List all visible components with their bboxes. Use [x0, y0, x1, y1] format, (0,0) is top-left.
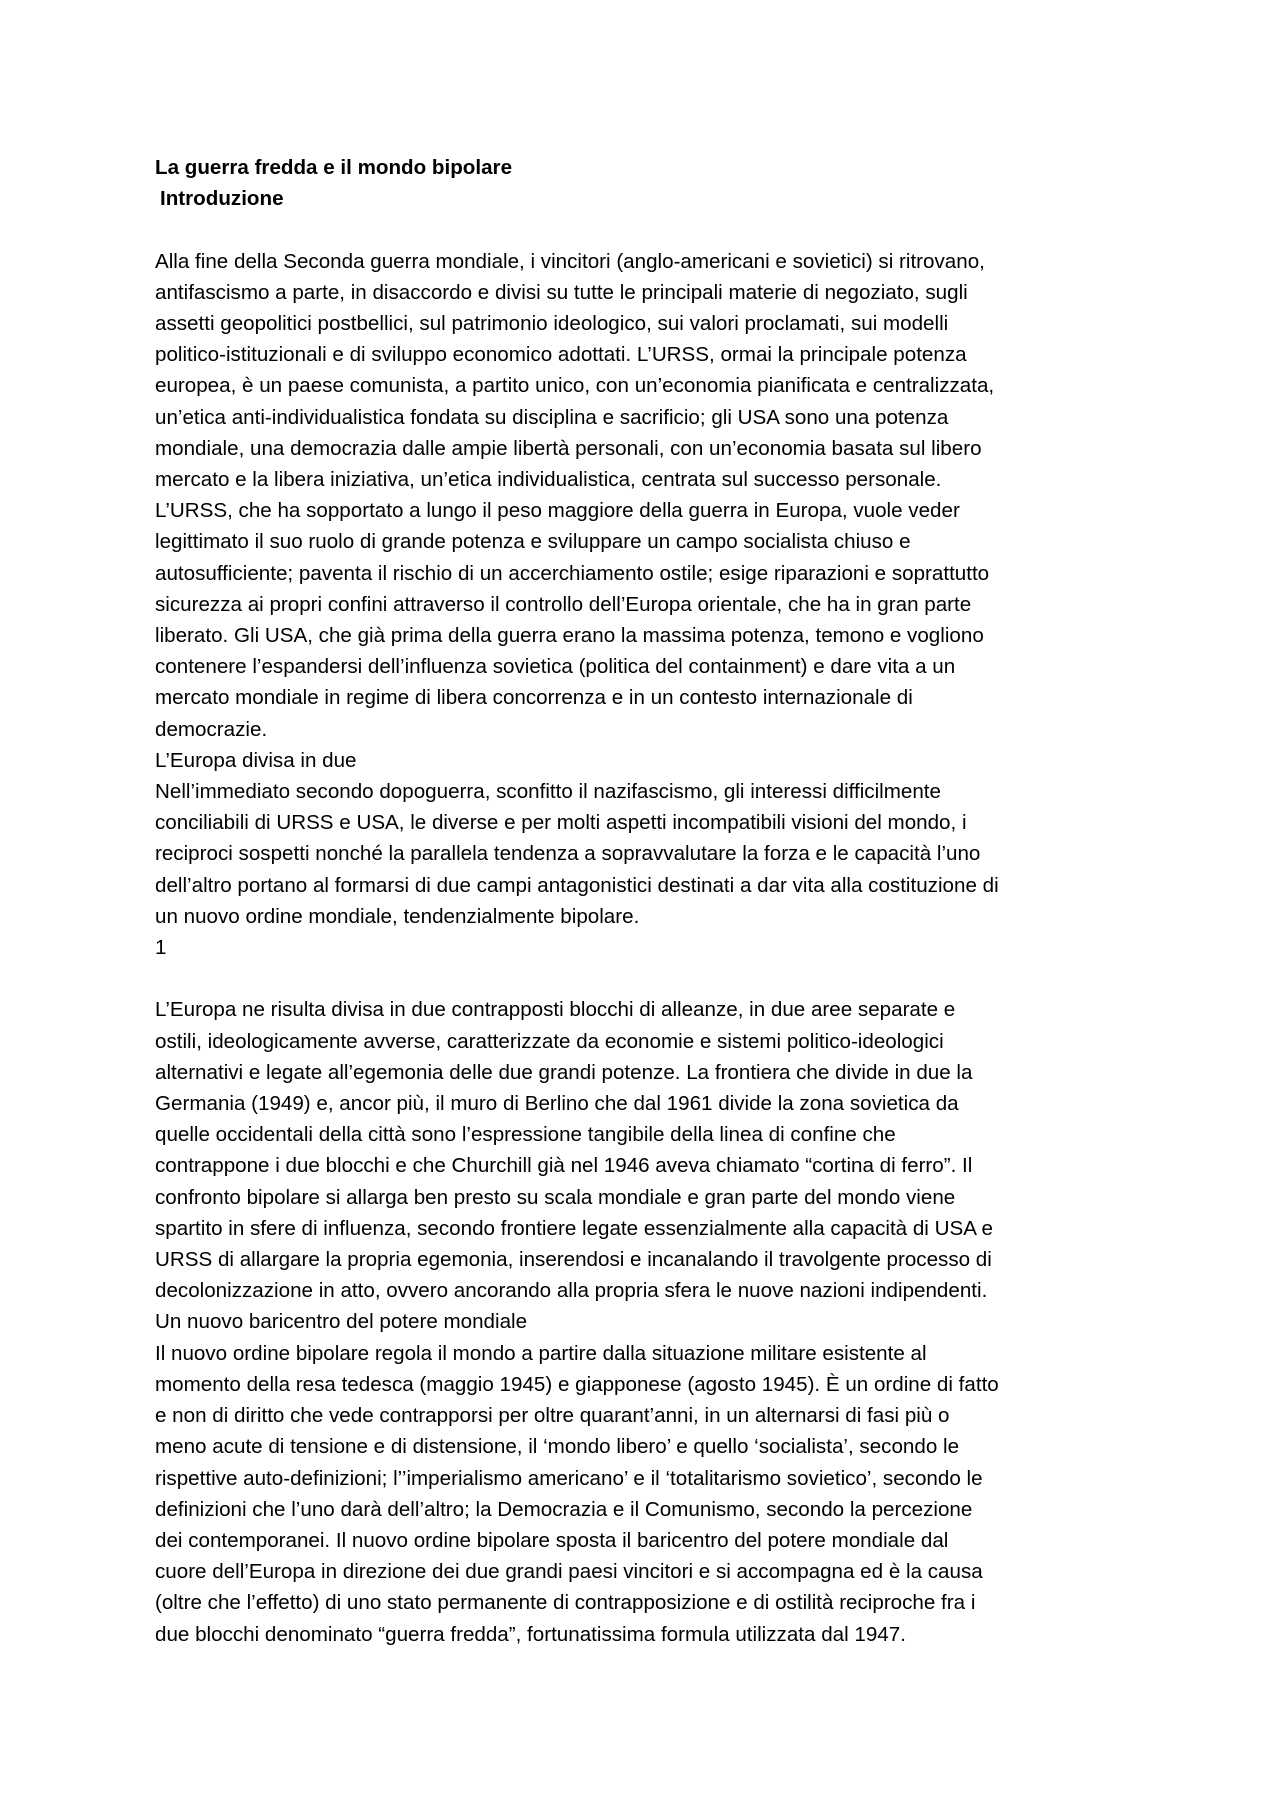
text-line: mercato mondiale in regime di libera concorrenza e in un contesto internazionale di	[155, 686, 913, 710]
text-line: assetti geopolitici postbellici, sul patrimonio ideologico, sui valori proclamati, sui modelli	[155, 312, 949, 335]
text-line: momento della resa tedesca (maggio 1945) e giapponese (agosto 1945). È un ordine di fatto	[155, 1372, 999, 1396]
text-line: Germania (1949) e, ancor più, il muro di Berlino che dal 1961 divide la zona sovietica da	[155, 1092, 959, 1116]
text-line: decolonizzazione in atto, ovvero ancorando alla propria sfera le nuove nazioni indipendenti.	[155, 1279, 988, 1303]
text-line: legittimato il suo ruolo di grande potenza e sviluppare un campo socialista chiuso e	[155, 530, 911, 554]
text-line: ostili, ideologicamente avverse, caratterizzate da economie e sistemi politico-ideologici	[155, 1029, 944, 1053]
text-line: Nell’immediato secondo dopoguerra, sconfitto il nazifascismo, gli interessi difficilmente	[155, 780, 941, 804]
text-line: autosufficiente; paventa il rischio di un accerchiamento ostile; esige riparazioni e soprattutto	[155, 561, 990, 585]
document-body	[155, 152, 1140, 1650]
text-line: dei contemporanei. Il nuovo ordine bipolare sposta il baricentro del potere mondiale dal	[155, 1528, 949, 1552]
text-line: L’URSS, che ha sopportato a lungo il peso maggiore della guerra in Europa, vuole veder	[155, 499, 960, 523]
text-line: Un nuovo baricentro del potere mondiale	[155, 1310, 528, 1334]
text-line: L’Europa ne risulta divisa in due contrapposti blocchi di alleanze, in due aree separate e	[155, 998, 956, 1022]
text-line: L’Europa divisa in due	[155, 748, 357, 772]
blank-line	[155, 963, 1140, 994]
text-line: URSS di allargare la propria egemonia, inserendosi e incanalando il travolgente processo di	[155, 1248, 992, 1272]
text-line: due blocchi denominato “guerra fredda”, fortunatissima formula utilizzata dal 1947.	[155, 1622, 906, 1646]
text-line: un nuovo ordine mondiale, tendenzialmente bipolare.	[155, 904, 640, 928]
text-line: quelle occidentali della città sono l’espressione tangibile della linea di confine che	[155, 1123, 896, 1147]
text-line: politico-istituzionali e di sviluppo economico adottati. L’URSS, ormai la principale potenza	[155, 343, 967, 367]
text-line: 1	[155, 936, 167, 960]
text-line: rispettive auto-definizioni; l’’imperialismo americano’ e il ‘totalitarismo sovietico’, secondo le	[155, 1466, 983, 1490]
body-text	[155, 214, 1140, 1649]
text-line: liberato. Gli USA, che già prima della guerra erano la massima potenza, temono e vogliono	[155, 624, 984, 648]
text-line: definizioni che l’uno darà dell’altro; la Democrazia e il Comunismo, secondo la percezione	[155, 1497, 973, 1521]
text-line: contrappone i due blocchi e che Churchill già nel 1946 aveva chiamato “cortina di ferro”. Il	[155, 1154, 973, 1178]
text-line: spartito in sfere di influenza, secondo frontiere legate essenzialmente alla capacità di USA e	[155, 1216, 993, 1240]
text-line: contenere l’espandersi dell’influenza sovietica (politica del containment) e dare vita a un	[155, 655, 956, 679]
text-line: confronto bipolare si allarga ben presto su scala mondiale e gran parte del mondo viene	[155, 1185, 956, 1209]
section-heading-introduzione: Introduzione	[160, 187, 284, 211]
text-line: sicurezza ai propri confini attraverso il controllo dell’Europa orientale, che ha in gran parte	[155, 592, 972, 616]
text-line: Il nuovo ordine bipolare regola il mondo a partire dalla situazione militare esistente al	[155, 1341, 927, 1365]
text-line: e non di diritto che vede contrapporsi per oltre quarant’anni, in un alternarsi di fasi più o	[155, 1404, 950, 1428]
text-line: antifascismo a parte, in disaccordo e divisi su tutte le principali materie di negoziato, sugli	[155, 280, 968, 304]
text-line: cuore dell’Europa in direzione dei due grandi paesi vincitori e si accompagna ed è la causa	[155, 1560, 983, 1584]
document-title: La guerra fredda e il mondo bipolare	[155, 156, 513, 179]
text-line: reciproci sospetti nonché la parallela tendenza a sopravvalutare la forza e le capacità l’uno	[155, 842, 981, 866]
text-line: democrazie.	[155, 717, 268, 741]
text-line: europea, è un paese comunista, a partito unico, con un’economia pianificata e centralizzata,	[155, 374, 995, 398]
blank-line	[155, 214, 1140, 245]
text-line: un’etica anti-individualistica fondata su disciplina e sacrificio; gli USA sono una potenza	[155, 405, 949, 429]
text-line: mondiale, una democrazia dalle ampie libertà personali, con un’economia basata sul libero	[155, 436, 982, 460]
text-line: (oltre che l’effetto) di uno stato permanente di contrapposizione e di ostilità reciproche fra i	[155, 1591, 976, 1615]
text-line: mercato e la libera iniziativa, un’etica individualistica, centrata sul successo personale.	[155, 468, 942, 492]
text-line: conciliabili di URSS e USA, le diverse e per molti aspetti incompatibili visioni del mondo, i	[155, 811, 967, 835]
text-line: dell’altro portano al formarsi di due campi antagonistici destinati a dar vita alla costituzione di	[155, 873, 999, 897]
text-line: alternativi e legate all’egemonia delle due grandi potenze. La frontiera che divide in due la	[155, 1060, 973, 1084]
text-line: Alla fine della Seconda guerra mondiale, i vincitori (anglo-americani e sovietici) si ritrovano,	[155, 249, 985, 273]
text-line: meno acute di tensione e di distensione, il ‘mondo libero’ e quello ‘socialista’, secondo le	[155, 1435, 960, 1459]
